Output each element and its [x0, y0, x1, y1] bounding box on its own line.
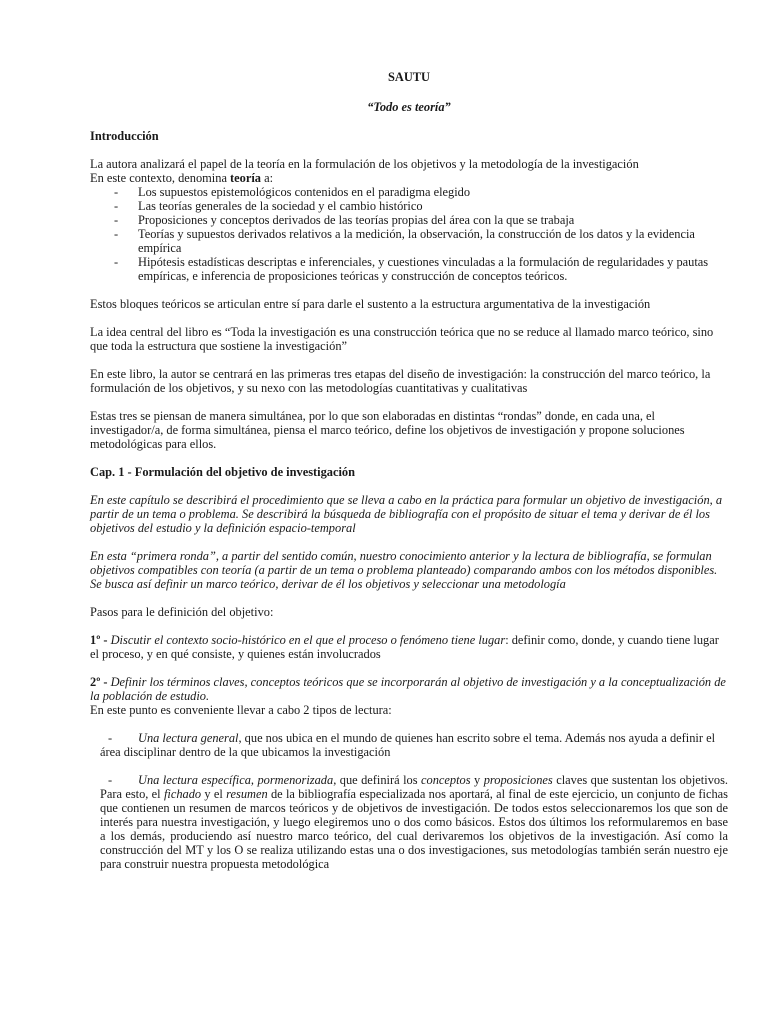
intro-p2-text: En este contexto, denomina [90, 171, 231, 185]
chapter-1-primera-ronda: En esta “primera ronda”, a partir del sentido común, nuestro conocimiento anterior y la lectura de bibliografía, se formulan objetivos compatibles con teoría (a partir de un tema o problema planteado) comparando ambos con los métodos disponibles. Se busca así definir un marco teórico, derivar de él los objetivos y seleccionar una metodología [90, 549, 718, 591]
lectura-general-text: , que nos ubica en el mundo de quienes han escrito sobre el tema. Además nos ayuda a definir el área disciplinar dentro de la que ubicamos la investigación [100, 731, 716, 759]
list-item: - Las teorías generales de la sociedad y el cambio histórico [90, 199, 728, 213]
text-run: de la bibliografía especializada nos aportará, al final de este ejercicio, un conjunto de fichas que contienen un resumen de marcos teóricos y de objetivos de investigación. De todos estos seleccionaremos los que son de interés para nuestra investigación, y luego elegiremos uno o dos como básicos. Estos dos últimos los reformularemos en base a los demás, produciendo así nuestro marco teórico, del cual derivaremos los objetivos de la investigación. Así como la construcción del MT y los O se realiza utilizando estas una o dos investigaciones, sus metodologías también serán nuestro eje para construir nuestra propuesta metodológica [100, 787, 728, 871]
paragraph-idea-central: La idea central del libro es “Toda la investigación es una construcción teórica que no se reduce al llamado marco teórico, sino que toda la estructura que sostiene la investigación” [90, 325, 714, 353]
paragraph-bloques: Estos bloques teóricos se articulan entre sí para darle el sustento a la estructura argumentativa de la investigación [90, 297, 651, 311]
paragraph-libro: En este libro, la autor se centrará en las primeras tres etapas del diseño de investigación: la construcción del marco teórico, la formulación de los objetivos, y su nexo con las metodologías cuantitativas y cualitativas [90, 367, 711, 395]
intro-paragraph-2 [90, 171, 728, 185]
intro-p2-text-end: a: [261, 171, 274, 185]
paragraph-tres-etapas: Estas tres se piensan de manera simultánea, por lo que son elaboradas en distintas “rondas” donde, en cada una, el investigador/a, de forma simultánea, piensa el marco teórico, define los objetivos de investigación y propone soluciones metodológicas para ellos. [90, 409, 685, 451]
paso-1 [90, 633, 728, 661]
lectura-general [90, 731, 728, 759]
chapter-1-intro: En este capítulo se describirá el procedimiento que se lleva a cabo en la práctica para formular un objetivo de investigación, a partir de un tema o problema. Se describirá la búsqueda de bibliografía con el propósito de situar el tema y derivar de él los objetivos del estudio y la definición espacio-temporal [90, 493, 723, 535]
intro-p2-bold: teoría [230, 171, 262, 185]
list-item: - Hipótesis estadísticas descriptas e inferenciales, y cuestiones vinculadas a la formulación de regularidades y pautas empíricas, e inferencia de proposiciones teóricas y construcción de conceptos teóricos. [90, 255, 728, 283]
lectura-especifica-title: Una lectura específica, pormenorizada [138, 773, 334, 787]
term-proposiciones: proposiciones [483, 773, 553, 787]
term-conceptos: conceptos [421, 773, 471, 787]
paso-2-text: En este punto es conveniente llevar a cabo 2 tipos de lectura: [90, 703, 392, 717]
chapter-1-heading: Cap. 1 - Formulación del objetivo de investigación [90, 465, 356, 479]
text-run: claves que sustentan los objetivos. Para esto, el [100, 773, 729, 801]
paso-1-text: : definir como, donde, y cuando tiene lugar el proceso, y en qué consiste, y quienes están involucrados [90, 633, 719, 661]
list-item: - Los supuestos epistemológicos contenidos en el paradigma elegido [90, 185, 728, 199]
paso-1-number: 1º - [90, 633, 111, 647]
dash-marker: - [108, 773, 113, 787]
lectura-especifica [90, 773, 728, 871]
theory-list [90, 185, 728, 283]
paso-2-number: 2º - [90, 675, 111, 689]
paso-2 [90, 675, 728, 703]
list-item: - Proposiciones y conceptos derivados de las teorías propias del área con la que se trabaja [90, 213, 728, 227]
text-run: y el [201, 787, 227, 801]
paso-1-title: Discutir el contexto socio-histórico en el que el proceso o fenómeno tiene lugar [110, 633, 506, 647]
document-title: SAUTU [388, 70, 430, 84]
pasos-heading: Pasos para le definición del objetivo: [90, 605, 274, 619]
term-fichado: fichado [163, 787, 202, 801]
list-item: - Teorías y supuestos derivados relativos a la medición, la observación, la construcción de los datos y la evidencia empírica [90, 227, 728, 255]
intro-heading: Introducción [90, 129, 159, 143]
paso-2-title: Definir los términos claves, conceptos teóricos que se incorporarán al objetivo de investigación y a la conceptualización de la población de estudio. [90, 675, 726, 703]
text-run: , que definirá los [333, 773, 422, 787]
lectura-general-title: Una lectura general [138, 731, 239, 745]
document-subtitle: “Todo es teoría” [367, 100, 451, 114]
term-resumen: resumen [226, 787, 268, 801]
intro-paragraph-1: La autora analizará el papel de la teoría en la formulación de los objetivos y la metodología de la investigación [90, 157, 639, 171]
dash-marker: - [108, 731, 113, 745]
text-run: y [470, 773, 484, 787]
